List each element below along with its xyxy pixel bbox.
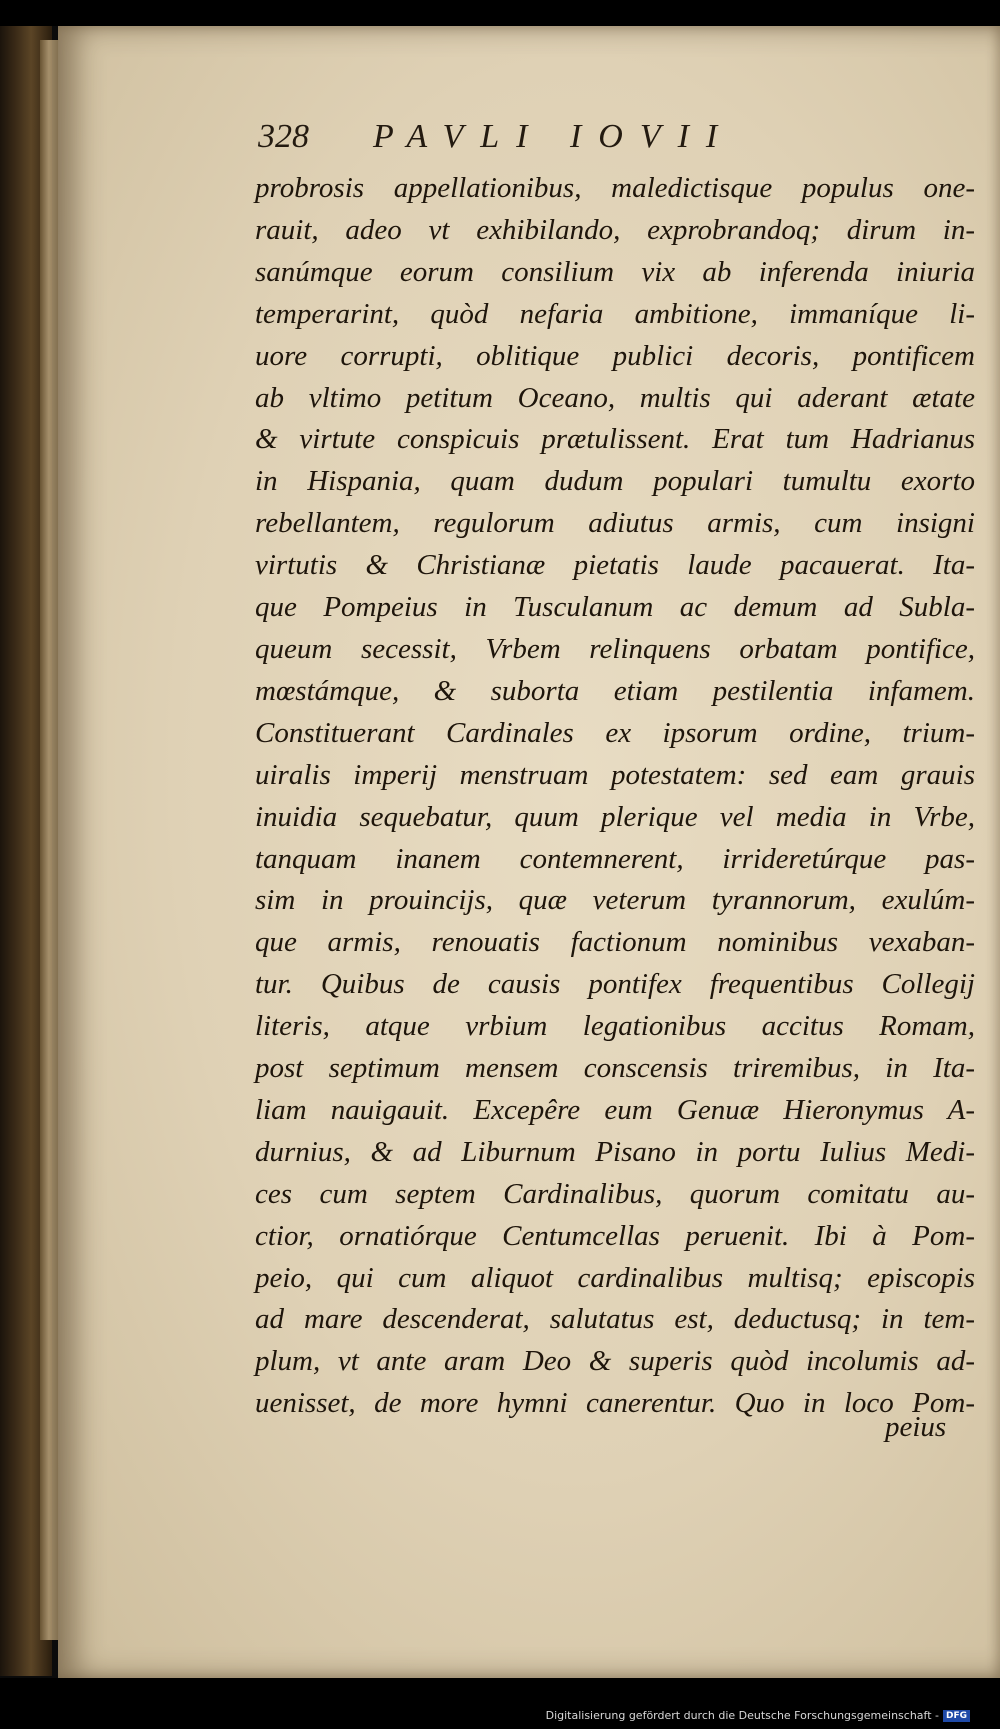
text-line: uore corrupti, oblitique publici decoris, pontificem <box>255 339 975 372</box>
text-line: tur. Quibus de causis pontifex frequentibus Collegij <box>255 968 975 1001</box>
text-line: ctior, ornatiórque Centumcellas peruenit. Ibi à Pom- <box>255 1219 975 1252</box>
digitization-credit <box>546 1709 970 1722</box>
text-line: uenisset, de more hymni canerentur. Quo in loco Pom- <box>255 1387 975 1420</box>
text-line: tanquam inanem contemnerent, irrideretúrque pas- <box>255 842 975 875</box>
text-line: uiralis imperij menstruam potestatem: sed eam grauis <box>255 758 975 791</box>
text-line: rebellantem, regulorum adiutus armis, cum insigni <box>255 507 975 540</box>
running-head: PAVLI IOVII <box>373 118 735 155</box>
catchword: peius <box>885 1411 947 1443</box>
text-line: & virtute conspicuis prætulissent. Erat tum Hadrianus <box>255 423 975 456</box>
text-line: literis, atque vrbium legationibus accitus Romam, <box>255 1010 975 1043</box>
text-line: queum secessit, Vrbem relinquens orbatam pontifice, <box>255 632 975 665</box>
text-line: sim in prouincijs, quæ veterum tyrannorum, exulúm- <box>255 884 975 917</box>
text-line: probrosis appellationibus, maledictisque populus one- <box>255 172 975 204</box>
text-line: ces cum septem Cardinalibus, quorum comitatu au- <box>255 1177 975 1210</box>
text-line: ab vltimo petitum Oceano, multis qui aderant ætate <box>255 381 975 414</box>
text-line: in Hispania, quam dudum populari tumultu exorto <box>255 465 975 498</box>
text-line: post septimum mensem conscensis triremibus, in Ita- <box>255 1052 975 1085</box>
text-line: sanúmque eorum consilium vix ab inferenda iniuria <box>255 255 975 288</box>
text-line: temperarint, quòd nefaria ambitione, immaníque li- <box>255 297 975 330</box>
text-line: Constituerant Cardinales ex ipsorum ordine, trium- <box>255 716 975 749</box>
text-line: virtutis & Christianæ pietatis laude pacauerat. Ita- <box>255 549 975 582</box>
text-line: ad mare descenderat, salutatus est, deductusq; in tem- <box>255 1303 975 1336</box>
text-line: inuidia sequebatur, quum plerique vel media in Vrbe, <box>255 800 975 833</box>
text-line: peio, qui cum aliquot cardinalibus multisq; episcopis <box>255 1261 975 1294</box>
text-line: liam nauigauit. Excepêre eum Genuæ Hieronymus A- <box>255 1093 975 1126</box>
text-line: durnius, & ad Liburnum Pisano in portu Iulius Medi- <box>255 1135 975 1168</box>
page-header <box>258 118 818 162</box>
text-line: que Pompeius in Tusculanum ac demum ad Subla- <box>255 591 975 624</box>
scan-top-border <box>0 0 1000 26</box>
dfg-logo-icon: DFG <box>943 1710 970 1722</box>
page-number: 328 <box>258 118 309 155</box>
text-line: que armis, renouatis factionum nominibus vexaban- <box>255 926 975 959</box>
text-line: plum, vt ante aram Deo & superis quòd incolumis ad- <box>255 1345 975 1378</box>
credit-text: Digitalisierung gefördert durch die Deutsche Forschungsgemeinschaft - <box>545 1709 939 1722</box>
text-line: rauit, adeo vt exhibilando, exprobrandoq; dirum in- <box>255 213 975 246</box>
text-line: mœstámque, & suborta etiam pestilentia infamem. <box>255 674 975 707</box>
body-text <box>255 168 975 1425</box>
